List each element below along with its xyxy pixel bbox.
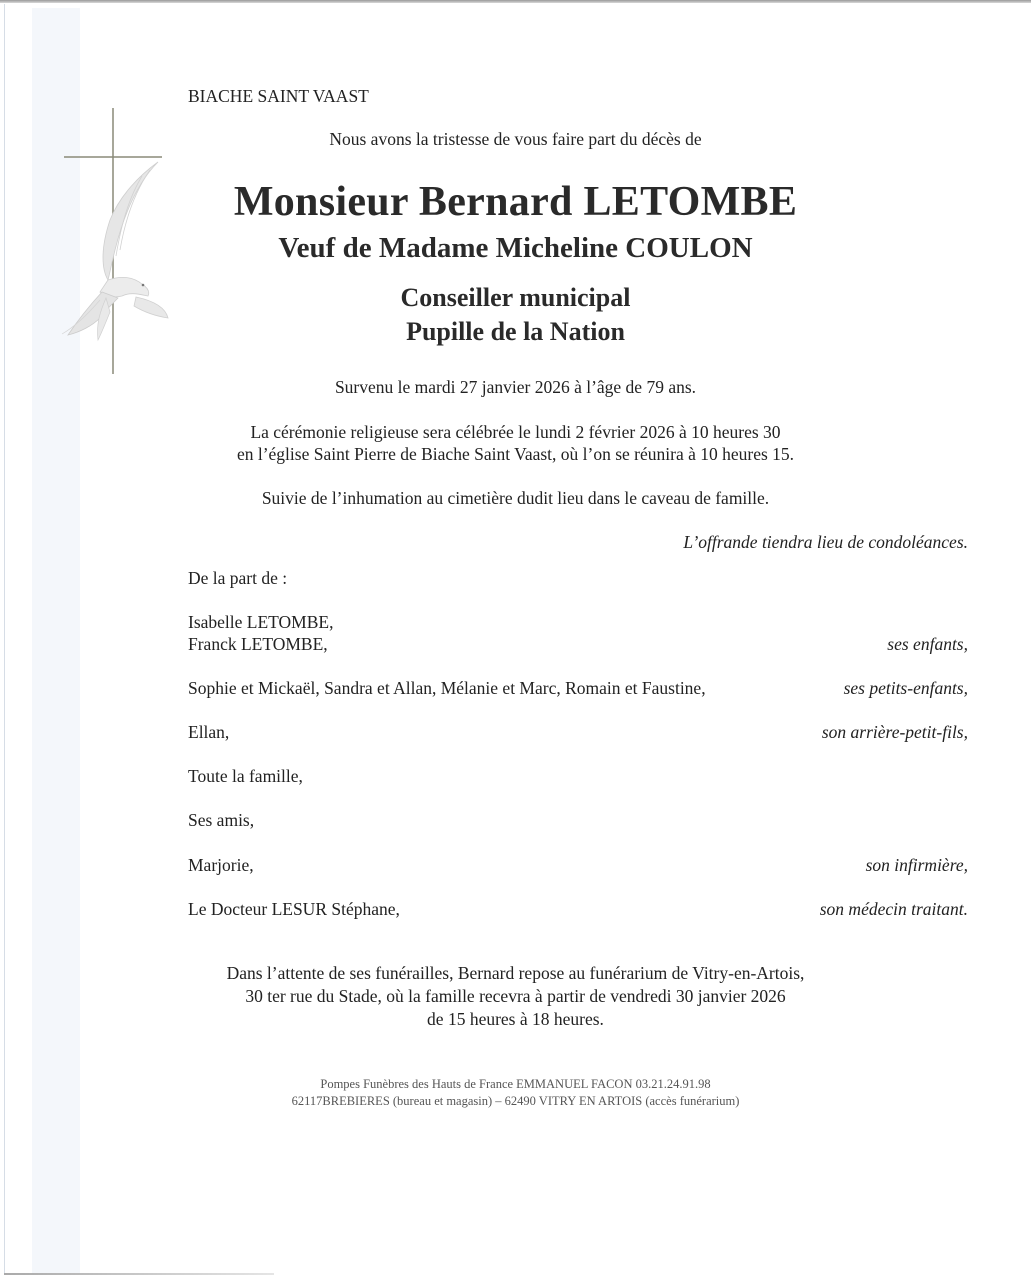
funeral-home-line-1: Pompes Funèbres des Hauts de France EMMANUEL FACON 03.21.24.91.98 [320, 1077, 711, 1091]
family-names: Sophie et Mickaël, Sandra et Allan, Mélanie et Marc, Romain et Faustine, [188, 678, 706, 698]
widower-line: Veuf de Madame Micheline COULON [278, 232, 753, 264]
deceased-name: Monsieur Bernard LETOMBE [233, 179, 798, 225]
family-relation: ses enfants, [887, 634, 968, 654]
family-relation: ses petits-enfants, [843, 678, 968, 698]
death-statement: Survenu le mardi 27 janvier 2026 à l’âge de 79 ans. [334, 377, 697, 397]
offering-note: L’offrande tiendra lieu de condoléances. [683, 532, 968, 552]
announcement-intro: Nous avons la tristesse de vous faire part du décès de [329, 129, 702, 149]
family-names: Ses amis, [188, 810, 255, 830]
visitation-line-1: Dans l’attente de ses funérailles, Bernard repose au funérarium de Vitry-en-Artois, [226, 963, 805, 983]
family-relation: son arrière-petit-fils, [821, 722, 968, 742]
family-intro: De la part de : [188, 568, 288, 588]
family-names: Ellan, [188, 722, 230, 742]
scan-edge-bottom [4, 1273, 274, 1275]
visitation-line-3: de 15 heures à 18 heures. [427, 1009, 604, 1029]
family-relation: son infirmière, [865, 855, 968, 875]
family-names: Toute la famille, [188, 766, 303, 786]
family-names: Franck LETOMBE, [188, 634, 328, 654]
visitation-line-2: 30 ter rue du Stade, où la famille recevra à partir de vendredi 30 janvier 2026 [245, 986, 786, 1006]
ceremony-line-2: en l’église Saint Pierre de Biache Saint Vaast, où l’on se réunira à 10 heures 15. [236, 444, 795, 464]
family-names: Isabelle LETOMBE, [188, 612, 334, 632]
burial-statement: Suivie de l’inhumation au cimetière dudit lieu dans le caveau de famille. [261, 488, 770, 508]
family-names: Le Docteur LESUR Stéphane, [188, 899, 400, 919]
title-pupille: Pupille de la Nation [406, 317, 625, 346]
family-relation: son médecin traitant. [819, 899, 968, 919]
ceremony-line-1: La cérémonie religieuse sera célébrée le lundi 2 février 2026 à 10 heures 30 [250, 422, 781, 442]
family-names: Marjorie, [188, 855, 254, 875]
title-conseiller: Conseiller municipal [400, 283, 631, 312]
funeral-home-line-2: 62117BREBIERES (bureau et magasin) – 62490 VITRY EN ARTOIS (accès funérarium) [291, 1094, 740, 1108]
location-heading: BIACHE SAINT VAAST [188, 86, 369, 106]
scan-edge-top [0, 0, 1031, 3]
